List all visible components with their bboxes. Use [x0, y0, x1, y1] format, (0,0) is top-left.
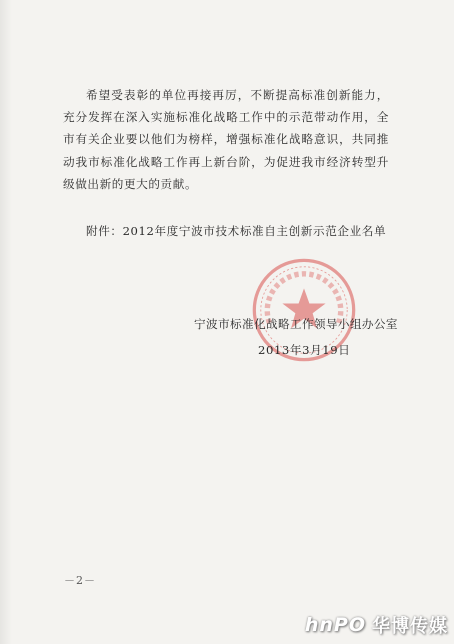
watermark-name: 华博传媒 — [372, 616, 448, 637]
issuer-name: 宁波市标准化战略工作领导小组办公室 — [194, 317, 398, 331]
watermark-logo: hnPO — [304, 614, 366, 636]
body-paragraph: 希望受表彰的单位再接再厉，不断提高标准创新能力，充分发挥在深入实施标准化战略工作中的示范带动作用，全市有关企业要以他们为榜样，增强标准化战略意识，共同推动我市标准化战略工作再上新台阶，为促进我市经济转型升级做出新的更大的贡献。 — [63, 88, 389, 191]
attachment-line: 附件：2012年度宁波市技术标准自主创新示范企业名单 — [86, 224, 387, 238]
watermark — [305, 612, 448, 638]
body-text — [63, 84, 389, 195]
issue-date: 2013年3月19日 — [258, 343, 351, 357]
scan-shadow — [0, 0, 12, 644]
page-number: －2－ — [64, 574, 96, 587]
